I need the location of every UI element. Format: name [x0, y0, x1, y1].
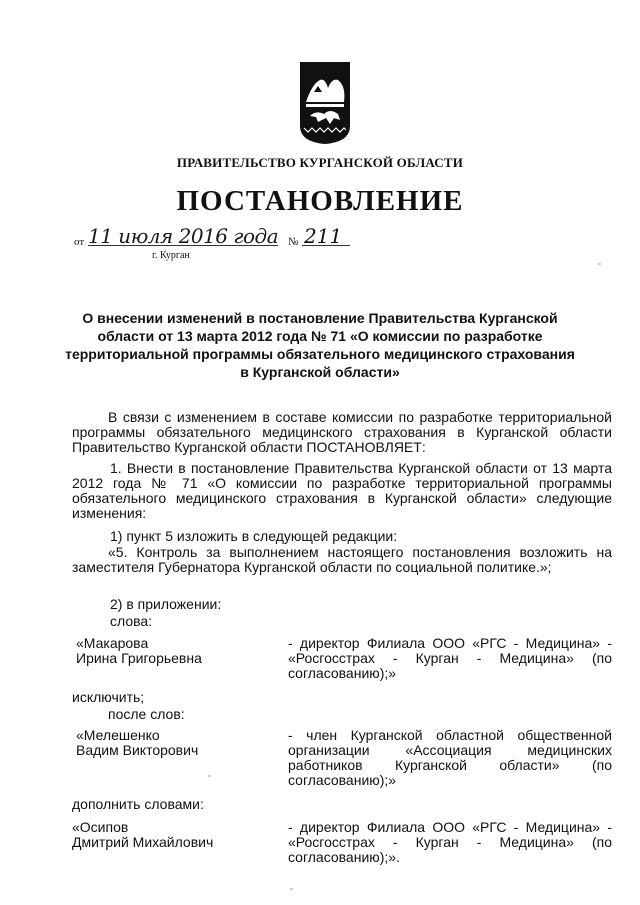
entry-1-name: [76, 636, 202, 666]
date-underline: [88, 245, 278, 246]
item-1-1-text: «5. Контроль за выполнением настоящего постановления возложить на заместителя Губернатора Курганской области по социальной политике.»;: [72, 544, 612, 575]
entry-3-name: [72, 820, 213, 850]
after-words-label: после слов:: [108, 706, 185, 722]
entry-1-surname: «Макарова: [76, 635, 149, 651]
item-1-1-paragraph: [72, 545, 612, 575]
entry-3-description: - директор Филиала ООО «РГС - Медицина» - «Росгосстрах - Курган - Медицина» (по согласованию);».: [288, 819, 612, 865]
city-label: г. Курган: [152, 250, 190, 261]
entry-2-surname: «Мелешенко: [76, 727, 160, 743]
entry-1-given-names: Ирина Григорьевна: [76, 650, 202, 666]
add-words-label: дополнить словами:: [72, 796, 204, 812]
scan-speck: [290, 888, 293, 890]
exclude-label: исключить;: [72, 689, 145, 705]
preamble-paragraph: [72, 410, 612, 455]
coat-of-arms-emblem: [300, 62, 350, 144]
entry-3-surname: «Осипов: [72, 819, 129, 835]
item-1-2-label: 2) в приложении:: [110, 596, 222, 612]
entry-2-description: - член Курганской областной общественной организации «Ассоциация медицинских работников Курганской области» (по согласованию);»: [288, 727, 612, 788]
scan-speck: [598, 263, 601, 265]
item-1-1-label: 1) пункт 5 изложить в следующей редакции:: [110, 528, 398, 544]
item-1-text: 1. Внести в постановление Правительства Курганской области от 13 марта 2012 года № 71 «О комиссии по разработке территориальной программы обязательного медицинского страхования в Курганской области» следующие изменения:: [72, 460, 612, 521]
item-1-paragraph: [72, 461, 612, 521]
document-heading: О внесении изменений в постановление Правительства Курганской области от 13 марта 2012 года № 71 «О комиссии по разработке территориальной программы обязательного медицинского страхования в Курганской области»: [65, 310, 575, 380]
entry-2-name: [76, 728, 198, 758]
handwritten-number: 211: [304, 224, 343, 248]
entry-1-description: - директор Филиала ООО «РГС - Медицина» - «Росгосстрах - Курган - Медицина» (по согласованию);»: [288, 635, 612, 681]
document-type-title: ПОСТАНОВЛЕНИЕ: [176, 185, 464, 217]
government-title: ПРАВИТЕЛЬСТВО КУРГАНСКОЙ ОБЛАСТИ: [176, 155, 464, 170]
words-label: слова:: [110, 613, 153, 629]
entry-3-given-names: Дмитрий Михайлович: [72, 834, 214, 850]
preamble-text: В связи с изменением в составе комиссии по разработке территориальной программы обязательного медицинского страхования в Курганской области Правительство Курганской области ПОСТАНОВЛЯЕТ:: [72, 409, 612, 455]
date-number-line: [74, 224, 374, 268]
date-prefix: от: [74, 236, 85, 248]
number-prefix: №: [288, 236, 299, 248]
number-underline: [302, 245, 350, 246]
handwritten-date: 11 июля 2016 года: [88, 224, 279, 248]
scan-speck: [208, 775, 211, 777]
entry-2-given-names: Вадим Викторович: [76, 742, 199, 758]
